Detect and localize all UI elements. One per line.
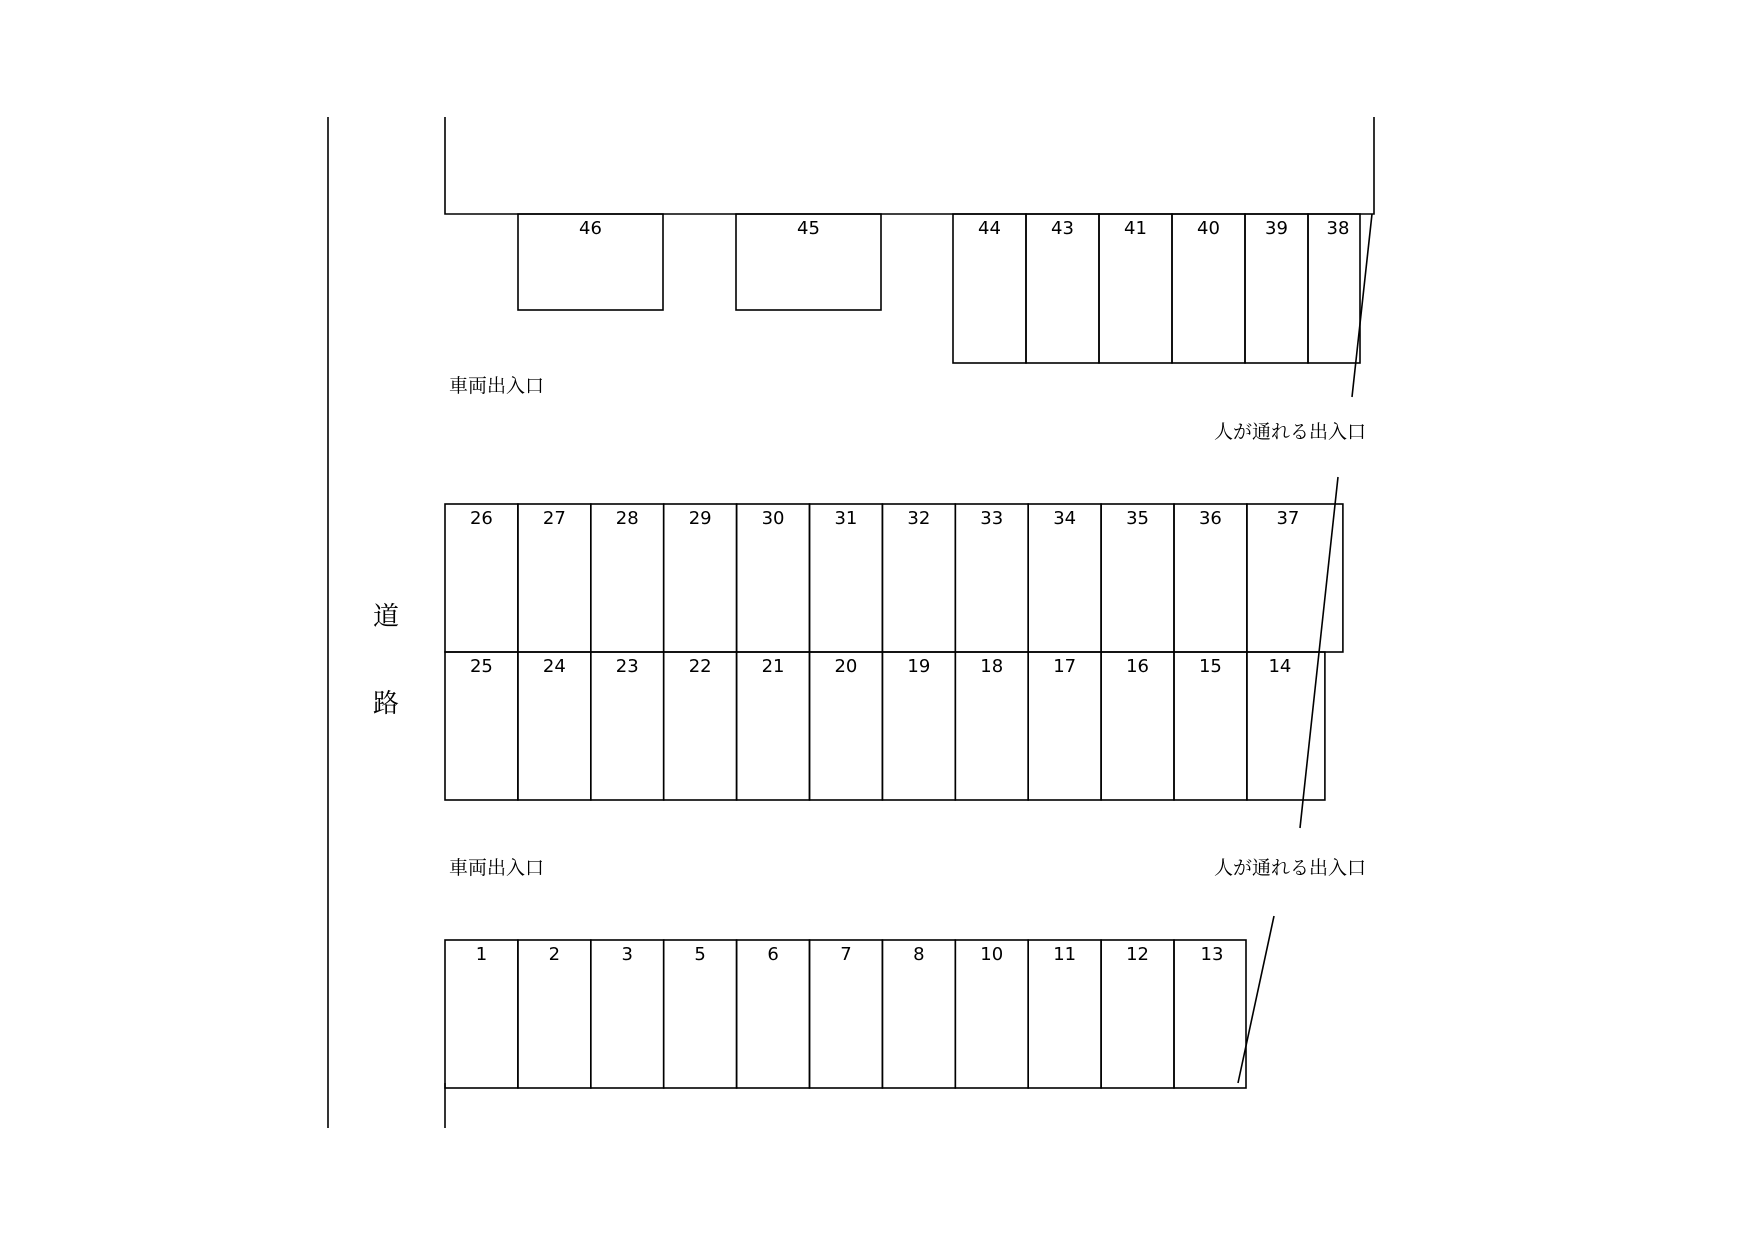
boundary-line-bottom xyxy=(1238,916,1274,1083)
parking-space-number: 41 xyxy=(1124,218,1147,239)
parking-space-number: 12 xyxy=(1126,944,1150,965)
parking-space-number: 20 xyxy=(834,656,858,677)
parking-space-number: 5 xyxy=(694,944,706,965)
parking-space-number: 40 xyxy=(1197,218,1220,239)
parking-space-number: 8 xyxy=(913,944,925,965)
parking-space-number: 13 xyxy=(1200,944,1224,965)
parking-space-number: 34 xyxy=(1053,508,1077,529)
road-label-2: 路 xyxy=(372,689,400,719)
parking-space xyxy=(664,504,737,652)
parking-space-number: 18 xyxy=(980,656,1004,677)
parking-space xyxy=(1174,504,1247,652)
boundary-line-top xyxy=(1352,214,1372,397)
parking-space-number: 2 xyxy=(548,944,561,965)
parking-space-number: 37 xyxy=(1276,508,1300,529)
parking-space-number: 14 xyxy=(1268,656,1292,677)
parking-space-number: 36 xyxy=(1198,508,1222,529)
parking-space-number: 23 xyxy=(615,656,639,677)
parking-space xyxy=(1245,214,1308,363)
parking-space-number: 11 xyxy=(1053,944,1077,965)
building-outline xyxy=(445,117,1374,214)
parking-space xyxy=(1174,940,1246,1088)
parking-space-number: 28 xyxy=(615,508,639,529)
parking-space-number: 38 xyxy=(1326,218,1350,239)
parking-space xyxy=(810,504,883,652)
parking-space-number: 33 xyxy=(980,508,1004,529)
parking-space xyxy=(1174,652,1247,800)
parking-space xyxy=(1099,214,1172,363)
parking-space xyxy=(1247,504,1343,652)
parking-space xyxy=(1172,214,1245,363)
pedestrian-entrance-label-upper: 人が通れる出入口 xyxy=(1213,421,1366,443)
parking-space xyxy=(518,940,591,1088)
parking-space-number: 29 xyxy=(688,508,712,529)
lot-outline xyxy=(328,117,1374,1128)
parking-space xyxy=(1101,940,1174,1088)
parking-space-number: 24 xyxy=(542,656,566,677)
parking-space-number: 16 xyxy=(1126,656,1150,677)
parking-space xyxy=(1028,940,1101,1088)
parking-space-number: 27 xyxy=(542,508,566,529)
pedestrian-entrance-label-lower: 人が通れる出入口 xyxy=(1213,857,1366,879)
parking-space xyxy=(1101,652,1174,800)
parking-space xyxy=(1028,504,1101,652)
parking-space xyxy=(810,940,883,1088)
parking-space xyxy=(591,940,664,1088)
parking-space-number: 3 xyxy=(621,944,633,965)
parking-space-number: 21 xyxy=(761,656,785,677)
parking-space xyxy=(1028,652,1101,800)
parking-space xyxy=(882,652,955,800)
parking-space xyxy=(664,940,737,1088)
parking-space-number: 22 xyxy=(688,656,712,677)
parking-space xyxy=(1247,652,1325,800)
parking-space xyxy=(1026,214,1099,363)
parking-space-number: 10 xyxy=(980,944,1004,965)
parking-space xyxy=(737,940,810,1088)
road-label-1: 道 xyxy=(372,602,400,632)
parking-space-number: 43 xyxy=(1051,218,1074,239)
parking-space-number: 19 xyxy=(907,656,931,677)
parking-space-number: 46 xyxy=(579,218,602,239)
parking-space xyxy=(737,652,810,800)
parking-space xyxy=(953,214,1026,363)
parking-space xyxy=(445,940,518,1088)
parking-space-number: 1 xyxy=(475,944,488,965)
parking-space-number: 39 xyxy=(1265,218,1288,239)
parking-space-number: 32 xyxy=(907,508,931,529)
parking-space xyxy=(882,504,955,652)
parking-space-number: 44 xyxy=(978,218,1001,239)
parking-space xyxy=(955,652,1028,800)
vehicle-entrance-label-upper: 車両出入口 xyxy=(449,375,545,397)
parking-space xyxy=(591,652,664,800)
parking-space xyxy=(736,214,881,310)
parking-space xyxy=(518,652,591,800)
parking-space xyxy=(955,940,1028,1088)
parking-space xyxy=(664,652,737,800)
parking-space-number: 26 xyxy=(469,508,493,529)
parking-space-number: 25 xyxy=(469,656,493,677)
parking-space xyxy=(1308,214,1360,363)
parking-space-number: 6 xyxy=(767,944,779,965)
parking-space-number: 30 xyxy=(761,508,785,529)
parking-space xyxy=(882,940,955,1088)
parking-space xyxy=(810,652,883,800)
parking-space-number: 45 xyxy=(797,218,820,239)
parking-space-number: 31 xyxy=(834,508,858,529)
parking-space-number: 17 xyxy=(1053,656,1077,677)
parking-space xyxy=(737,504,810,652)
parking-space-number: 7 xyxy=(840,944,852,965)
vehicle-entrance-label-lower: 車両出入口 xyxy=(449,857,545,879)
parking-space xyxy=(1101,504,1174,652)
parking-spaces xyxy=(445,214,1360,1088)
parking-space xyxy=(518,504,591,652)
parking-space xyxy=(445,504,518,652)
parking-space xyxy=(518,214,663,310)
parking-space xyxy=(591,504,664,652)
parking-space xyxy=(955,504,1028,652)
parking-space-number: 15 xyxy=(1198,656,1222,677)
parking-space xyxy=(445,652,518,800)
parking-space-number: 35 xyxy=(1126,508,1150,529)
